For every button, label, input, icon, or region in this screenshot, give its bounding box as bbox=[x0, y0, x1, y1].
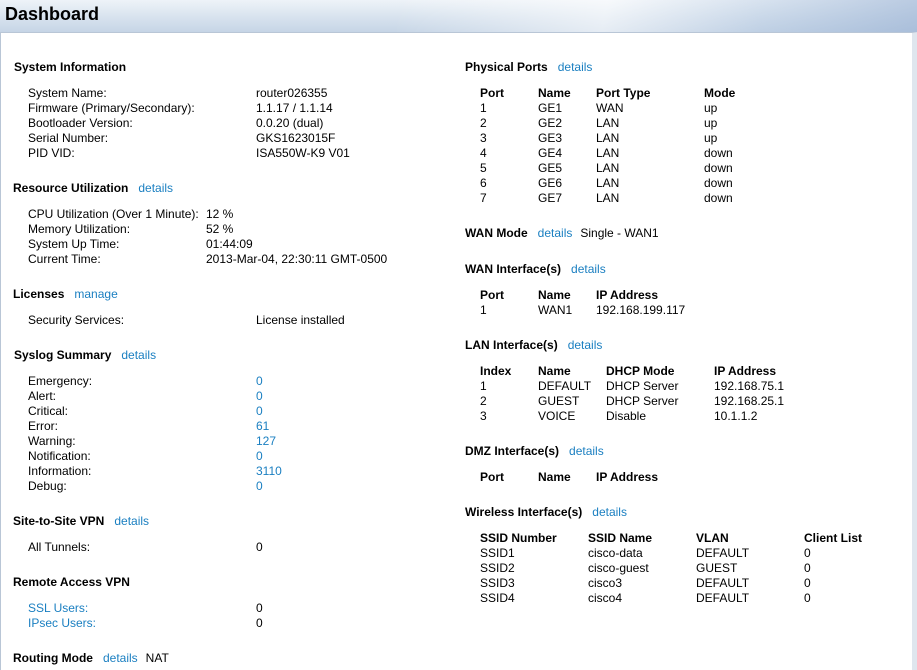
lan-if-cell: VOICE bbox=[538, 409, 576, 423]
column-header: Name bbox=[538, 470, 571, 484]
s2s-vpn-details-link[interactable]: details bbox=[114, 514, 150, 528]
tunnels-label: All Tunnels: bbox=[28, 540, 91, 554]
column-header: Port bbox=[480, 470, 504, 484]
remote-vpn-heading bbox=[13, 575, 130, 589]
column-header: SSID Number bbox=[480, 531, 557, 545]
syslog-count-link[interactable]: 127 bbox=[256, 434, 277, 448]
wireless-cell: DEFAULT bbox=[696, 546, 750, 560]
wireless-cell: DEFAULT bbox=[696, 576, 750, 590]
section-title: LAN Interface(s) bbox=[465, 338, 558, 352]
syslog-heading bbox=[14, 348, 156, 362]
wireless-cell: cisco-guest bbox=[588, 561, 649, 575]
wan-mode-value: Single - WAN1 bbox=[580, 226, 659, 240]
syslog-count-link[interactable]: 0 bbox=[256, 374, 263, 388]
syslog-label: Information: bbox=[28, 464, 92, 478]
column-header: Client List bbox=[804, 531, 863, 545]
tunnels-value: 0 bbox=[256, 540, 263, 554]
section-title: System Information bbox=[14, 60, 127, 74]
column-header: Port Type bbox=[596, 86, 651, 100]
syslog-count-link[interactable]: 0 bbox=[256, 479, 263, 493]
port-cell: GE1 bbox=[538, 101, 563, 115]
wan-if-cell: 192.168.199.117 bbox=[596, 303, 686, 317]
column-header: DHCP Mode bbox=[606, 364, 675, 378]
wireless-cell: SSID1 bbox=[480, 546, 515, 560]
port-cell: GE4 bbox=[538, 146, 563, 160]
column-header: VLAN bbox=[696, 531, 729, 545]
ipsec-users-link[interactable]: IPsec Users: bbox=[28, 616, 97, 630]
port-cell: GE6 bbox=[538, 176, 563, 190]
license-label: Security Services: bbox=[28, 313, 125, 327]
section-title: WAN Interface(s) bbox=[465, 262, 562, 276]
wireless-cell: cisco3 bbox=[588, 576, 623, 590]
syslog-label: Debug: bbox=[28, 479, 67, 493]
port-cell: 5 bbox=[480, 161, 487, 175]
routing-details-link[interactable]: details bbox=[102, 651, 138, 665]
wireless-cell: 0 bbox=[804, 576, 811, 590]
wireless-cell: 0 bbox=[804, 546, 811, 560]
current-time-value: 2013-Mar-04, 22:30:11 GMT-0500 bbox=[206, 252, 388, 266]
lan-if-heading bbox=[465, 338, 602, 352]
port-cell: up bbox=[704, 131, 718, 145]
section-title: Licenses bbox=[13, 287, 65, 301]
wan-if-details-link[interactable]: details bbox=[571, 262, 606, 276]
resource-label: System Up Time: bbox=[28, 237, 120, 251]
port-cell: WAN bbox=[596, 101, 624, 115]
port-cell: LAN bbox=[596, 146, 620, 160]
wireless-if-heading bbox=[465, 505, 627, 519]
sysinfo-label: Serial Number: bbox=[28, 131, 109, 145]
dmz-if-details-link[interactable]: details bbox=[569, 444, 604, 458]
section-title: Routing Mode bbox=[13, 651, 93, 665]
column-header: IP Address bbox=[596, 470, 659, 484]
port-cell: 3 bbox=[480, 131, 487, 145]
port-cell: LAN bbox=[596, 116, 620, 130]
column-header: SSID Name bbox=[588, 531, 653, 545]
section-title: Syslog Summary bbox=[14, 348, 112, 362]
licenses-manage-link[interactable]: manage bbox=[74, 287, 118, 301]
lan-if-cell: 192.168.75.1 bbox=[714, 379, 785, 393]
header-decoration bbox=[397, 0, 917, 32]
port-cell: down bbox=[704, 191, 733, 205]
section-title: Physical Ports bbox=[465, 60, 548, 74]
resource-label: Current Time: bbox=[28, 252, 101, 266]
syslog-count-link[interactable]: 3110 bbox=[256, 464, 282, 478]
syslog-count-link[interactable]: 61 bbox=[256, 419, 270, 433]
port-cell: LAN bbox=[596, 191, 620, 205]
wireless-cell: GUEST bbox=[696, 561, 738, 575]
license-value: License installed bbox=[256, 313, 345, 327]
routing-heading bbox=[13, 651, 169, 665]
wireless-cell: 0 bbox=[804, 591, 811, 605]
wireless-cell: cisco-data bbox=[588, 546, 643, 560]
column-header: IP Address bbox=[596, 288, 659, 302]
port-cell: down bbox=[704, 176, 733, 190]
port-cell: LAN bbox=[596, 131, 620, 145]
syslog-count-link[interactable]: 0 bbox=[256, 389, 263, 403]
syslog-details-link[interactable]: details bbox=[121, 348, 157, 362]
ssl-users-link[interactable]: SSL Users: bbox=[28, 601, 89, 615]
resource-label: CPU Utilization (Over 1 Minute): bbox=[28, 207, 199, 221]
ipsec-users-value: 0 bbox=[256, 616, 263, 630]
section-title: DMZ Interface(s) bbox=[465, 444, 560, 458]
port-cell: GE5 bbox=[538, 161, 563, 175]
resource-heading bbox=[13, 181, 173, 195]
port-cell: up bbox=[704, 116, 718, 130]
lan-if-cell: 192.168.25.1 bbox=[714, 394, 785, 408]
pid-vid-value: ISA550W-K9 V01 bbox=[256, 146, 350, 160]
wan-if-cell: WAN1 bbox=[538, 303, 573, 317]
port-cell: GE7 bbox=[538, 191, 563, 205]
system-name-value: router026355 bbox=[256, 86, 328, 100]
bootloader-value: 0.0.20 (dual) bbox=[256, 116, 324, 130]
port-cell: GE2 bbox=[538, 116, 563, 130]
wan-if-heading bbox=[465, 262, 606, 276]
port-cell: down bbox=[704, 161, 733, 175]
dmz-if-heading bbox=[465, 444, 604, 458]
section-title: WAN Mode bbox=[465, 226, 528, 240]
serial-value: GKS1623015F bbox=[256, 131, 336, 145]
port-cell: 6 bbox=[480, 176, 487, 190]
port-cell: 4 bbox=[480, 146, 487, 160]
s2s-vpn-heading bbox=[13, 514, 149, 528]
lan-if-cell: DEFAULT bbox=[538, 379, 592, 393]
syslog-label: Alert: bbox=[28, 389, 57, 403]
syslog-label: Notification: bbox=[28, 449, 91, 463]
port-cell: GE3 bbox=[538, 131, 563, 145]
firmware-value: 1.1.17 / 1.1.14 bbox=[256, 101, 333, 115]
page-header bbox=[0, 0, 917, 32]
wireless-cell: cisco4 bbox=[588, 591, 623, 605]
column-header: Name bbox=[538, 288, 571, 302]
section-title: Remote Access VPN bbox=[13, 575, 130, 589]
column-header: Port bbox=[480, 288, 504, 302]
wireless-cell: SSID3 bbox=[480, 576, 515, 590]
resource-details-link[interactable]: details bbox=[138, 181, 174, 195]
syslog-label: Warning: bbox=[28, 434, 76, 448]
column-header: IP Address bbox=[714, 364, 777, 378]
ssl-users-value: 0 bbox=[256, 601, 263, 615]
uptime-value: 01:44:09 bbox=[206, 237, 253, 251]
licenses-heading bbox=[13, 287, 118, 301]
wan-mode-details-link[interactable]: details bbox=[537, 226, 573, 240]
sysinfo-label: Firmware (Primary/Secondary): bbox=[28, 101, 195, 115]
wireless-cell: DEFAULT bbox=[696, 591, 750, 605]
lan-if-cell: DHCP Server bbox=[606, 379, 679, 393]
syslog-label: Error: bbox=[28, 419, 58, 433]
section-title: Wireless Interface(s) bbox=[465, 505, 583, 519]
column-header: Name bbox=[538, 86, 571, 100]
system-info-heading bbox=[14, 60, 126, 74]
lan-if-cell: GUEST bbox=[538, 394, 580, 408]
resource-label: Memory Utilization: bbox=[28, 222, 131, 236]
port-cell: 1 bbox=[480, 101, 487, 115]
lan-if-details-link[interactable]: details bbox=[567, 338, 603, 352]
page-title: Dashboard bbox=[5, 4, 100, 24]
routing-mode-value: NAT bbox=[145, 651, 169, 665]
port-cell: LAN bbox=[596, 176, 620, 190]
sysinfo-label: PID VID: bbox=[28, 146, 75, 160]
sysinfo-label: Bootloader Version: bbox=[28, 116, 133, 130]
column-header: Port bbox=[480, 86, 504, 100]
syslog-label: Emergency: bbox=[28, 374, 93, 388]
lan-if-cell: 3 bbox=[480, 409, 487, 423]
physical-ports-details-link[interactable]: details bbox=[557, 60, 593, 74]
sysinfo-label: System Name: bbox=[28, 86, 107, 100]
port-cell: 2 bbox=[480, 116, 487, 130]
wireless-cell: SSID2 bbox=[480, 561, 515, 575]
column-header: Mode bbox=[704, 86, 736, 100]
memory-value: 52 % bbox=[206, 222, 234, 236]
wireless-cell: 0 bbox=[804, 561, 811, 575]
lan-if-cell: DHCP Server bbox=[606, 394, 679, 408]
lan-if-cell: 10.1.1.2 bbox=[714, 409, 758, 423]
syslog-count-link[interactable]: 0 bbox=[256, 404, 263, 418]
column-header: Name bbox=[538, 364, 571, 378]
port-cell: down bbox=[704, 146, 733, 160]
cpu-value: 12 % bbox=[206, 207, 234, 221]
wan-if-cell: 1 bbox=[480, 303, 487, 317]
syslog-count-link[interactable]: 0 bbox=[256, 449, 263, 463]
physical-ports-heading bbox=[465, 60, 592, 74]
wireless-cell: SSID4 bbox=[480, 591, 515, 605]
port-cell: LAN bbox=[596, 161, 620, 175]
lan-if-cell: 2 bbox=[480, 394, 487, 408]
wireless-if-details-link[interactable]: details bbox=[592, 505, 627, 519]
section-title: Resource Utilization bbox=[13, 181, 129, 195]
port-cell: 7 bbox=[480, 191, 487, 205]
section-title: Site-to-Site VPN bbox=[13, 514, 105, 528]
syslog-label: Critical: bbox=[28, 404, 69, 418]
lan-if-cell: Disable bbox=[606, 409, 647, 423]
lan-if-cell: 1 bbox=[480, 379, 487, 393]
column-header: Index bbox=[480, 364, 512, 378]
wan-mode-heading bbox=[465, 226, 659, 240]
port-cell: up bbox=[704, 101, 718, 115]
